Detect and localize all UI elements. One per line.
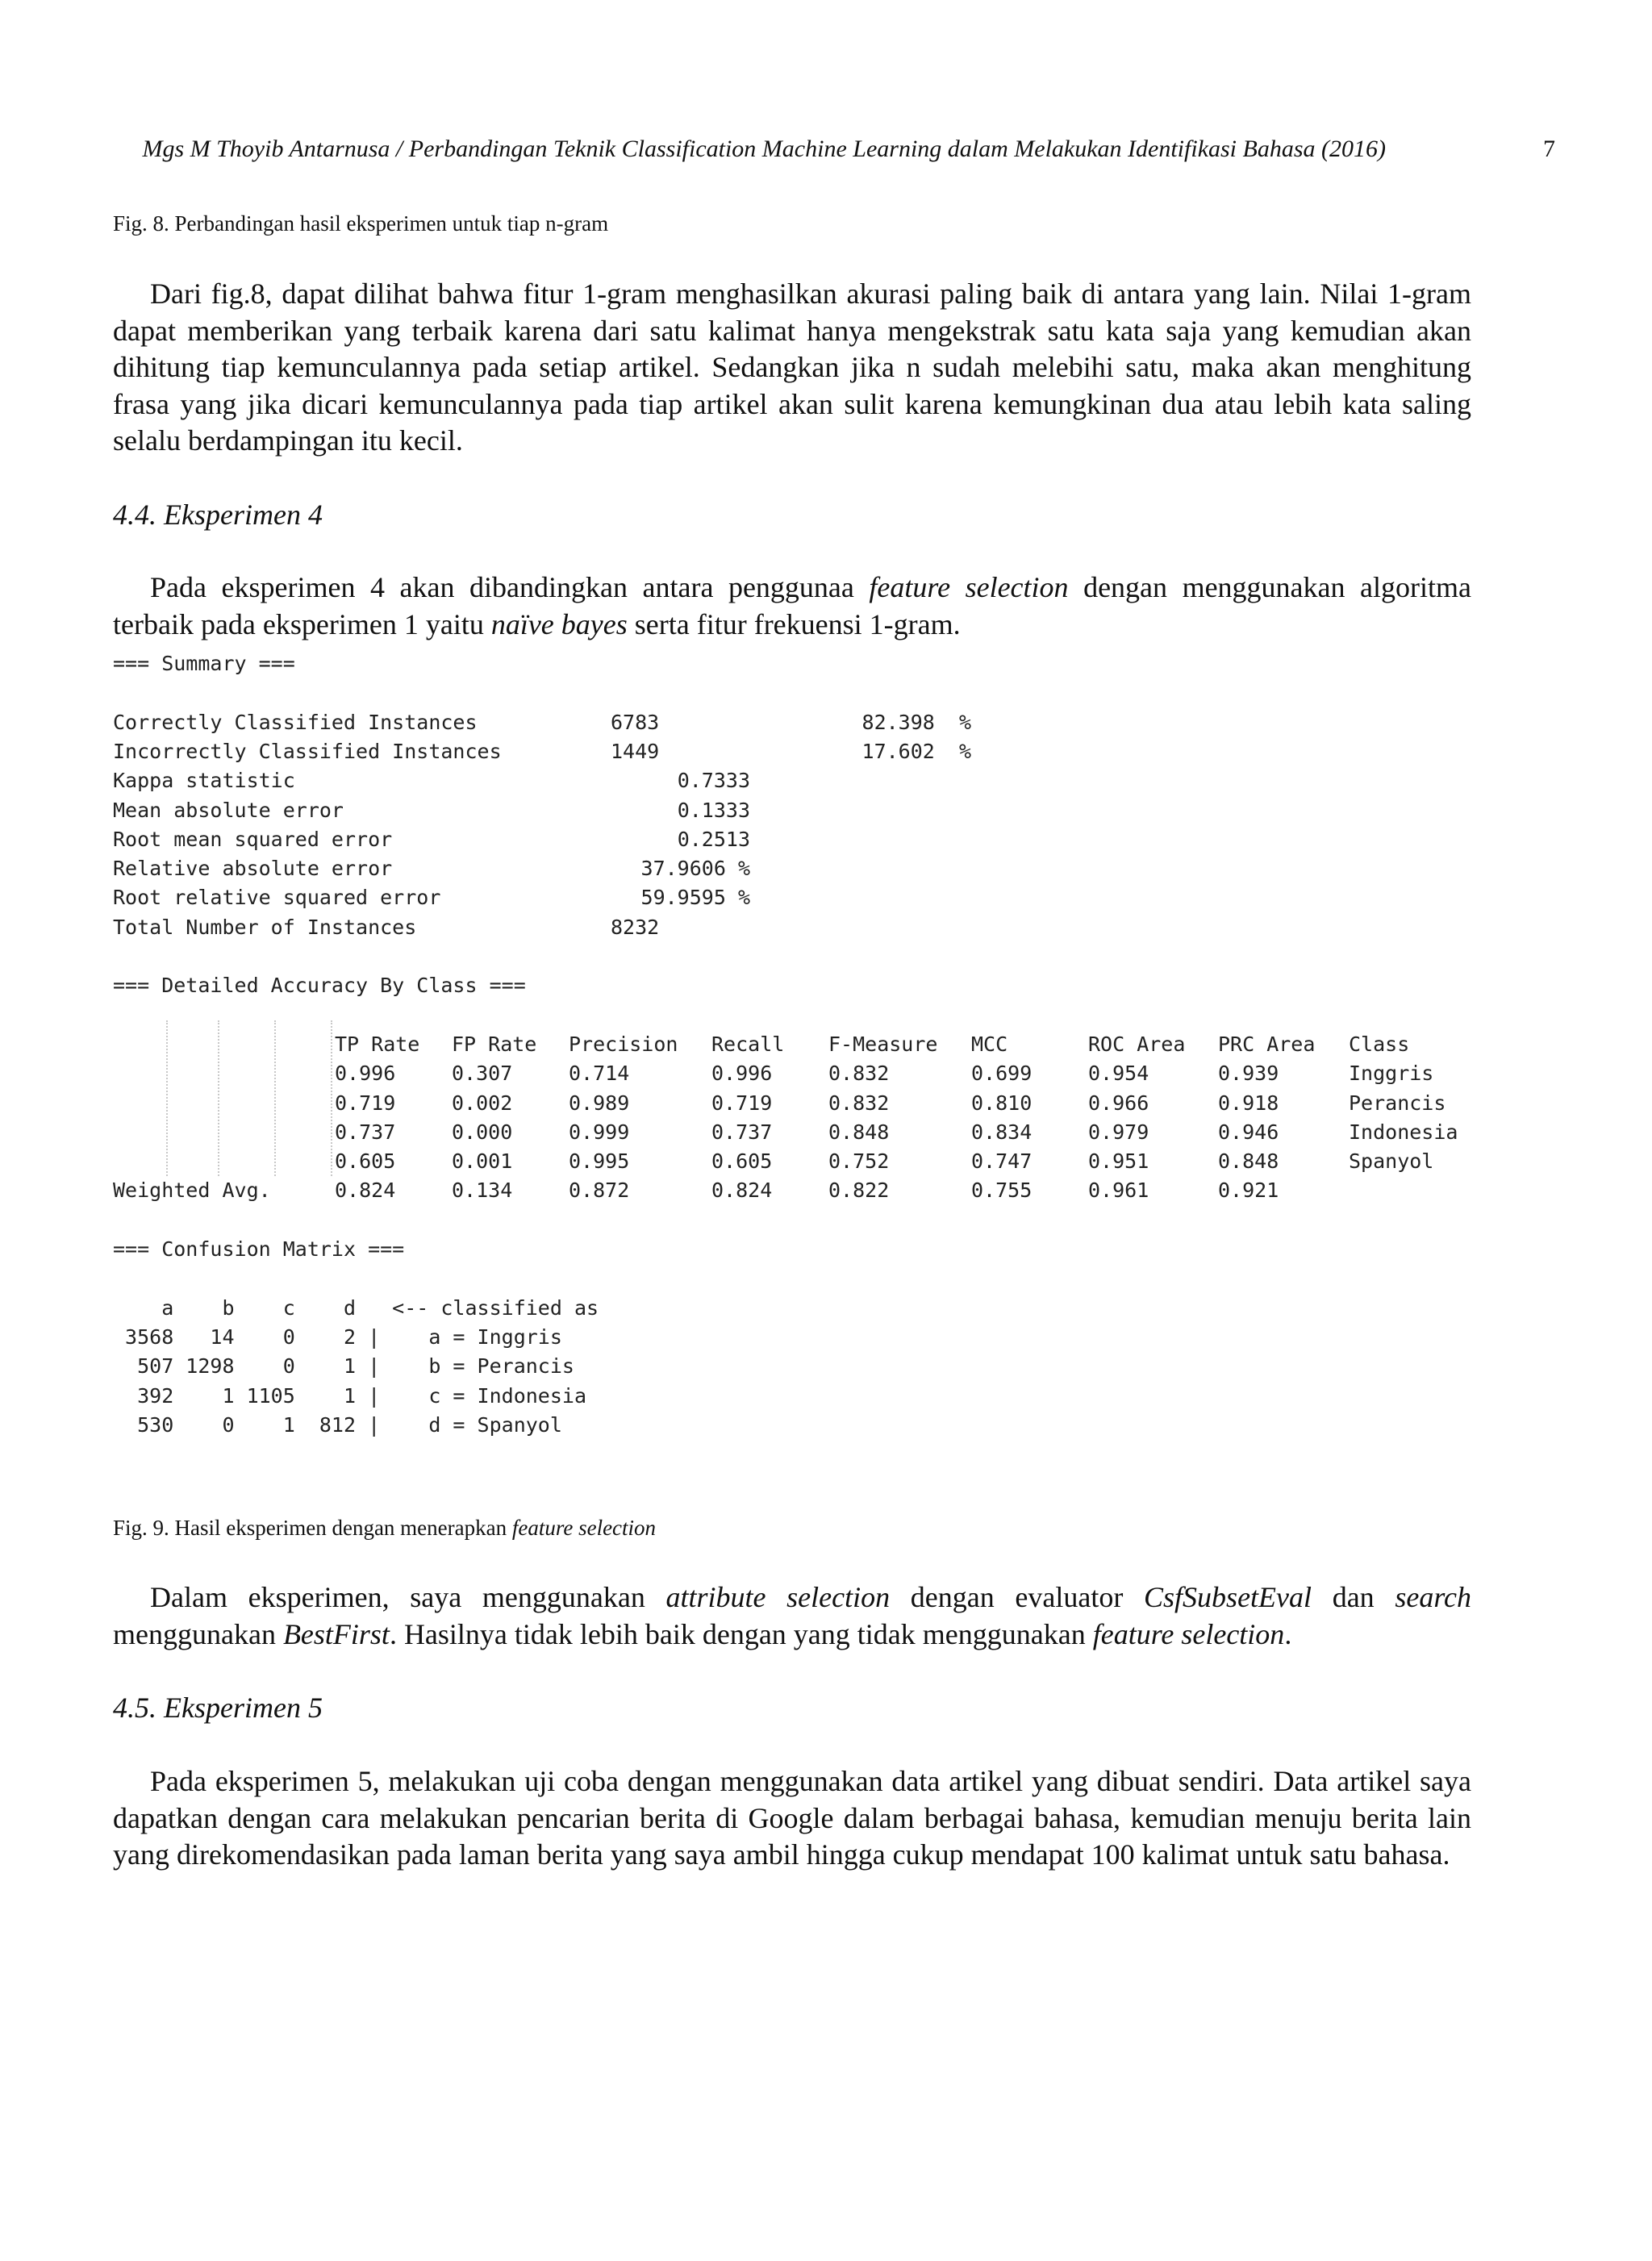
- summary-label: Root relative squared error: [113, 886, 441, 910]
- paragraph-3-text-2: dengan evaluator: [890, 1581, 1145, 1613]
- paragraph-1-text: Dari fig.8, dapat dilihat bahwa fitur 1-gram menghasilkan akurasi paling baik di antara yang lain. Nilai 1-gram dapat memberikan yang terbaik karena dari satu kalimat hanya mengekstrak satu kata saja yang kemudian akan dihitung tiap kemunculannya pada setiap artikel. Sedangkan jika n sudah melebihi satu, maka akan menghitung frasa yang jika dicari kemunculannya pada tiap artikel akan sulit karena kemungkinan dua atau lebih kata saling selalu berdampingan itu kecil.: [113, 277, 1471, 457]
- summary-label: Total Number of Instances: [113, 915, 417, 939]
- summary-percent: 17.602 %: [861, 739, 971, 763]
- fig9-caption: [113, 1516, 656, 1541]
- accuracy-cell: 0.848: [1218, 1149, 1279, 1174]
- accuracy-cell: 0.824: [711, 1178, 773, 1203]
- summary-value: 37.9606 %: [640, 857, 750, 881]
- summary-label: Root mean squared error: [113, 827, 393, 851]
- accuracy-cell: 0.755: [971, 1178, 1032, 1203]
- accuracy-column-header: Class: [1349, 1032, 1410, 1056]
- page-number: 7: [1543, 136, 1555, 162]
- accuracy-cell: 0.747: [971, 1149, 1032, 1174]
- paragraph-3-term-feature-selection: feature selection: [1092, 1617, 1285, 1650]
- accuracy-cell: 0.752: [828, 1149, 890, 1174]
- accuracy-cell: 0.996: [711, 1062, 773, 1086]
- accuracy-cell: 0.714: [569, 1062, 630, 1086]
- paragraph-2: [113, 569, 1471, 643]
- summary-value: 59.9595 %: [640, 886, 750, 910]
- accuracy-cell: 0.810: [971, 1091, 1032, 1115]
- paragraph-3-term-csfsubseteval: CsfSubsetEval: [1144, 1581, 1312, 1613]
- accuracy-cell: 0.719: [711, 1091, 773, 1115]
- running-header: [113, 136, 1555, 176]
- accuracy-cell: 0.954: [1088, 1062, 1149, 1086]
- accuracy-cell: 0.605: [335, 1149, 396, 1174]
- grid-line: [218, 1020, 219, 1175]
- accuracy-cell: 0.939: [1218, 1062, 1279, 1086]
- paragraph-4: [113, 1763, 1471, 1874]
- confusion-header: === Confusion Matrix ===: [113, 1237, 405, 1261]
- accuracy-cell: Indonesia: [1349, 1120, 1458, 1144]
- summary-value: 0.2513: [677, 827, 750, 851]
- accuracy-cell: 0.996: [335, 1062, 396, 1086]
- accuracy-cell: 0.921: [1218, 1178, 1279, 1203]
- summary-value: 6783: [611, 710, 660, 734]
- accuracy-cell: 0.000: [452, 1120, 513, 1144]
- paragraph-3-term-attribute-selection: attribute selection: [665, 1581, 891, 1613]
- accuracy-cell: 0.961: [1088, 1178, 1149, 1203]
- accuracy-header: === Detailed Accuracy By Class ===: [113, 974, 526, 998]
- running-title: Mgs M Thoyib Antarnusa / Perbandingan Teknik Classification Machine Learning dalam Melakukan Identifikasi Bahasa (2016): [142, 136, 1386, 162]
- paragraph-4-text: Pada eksperimen 5, melakukan uji coba dengan menggunakan data artikel yang dibuat sendiri. Data artikel saya dapatkan dengan cara melakukan pencarian berita di Google dalam berbagai bahasa, kemudian menuju berita lain yang direkomendasikan pada laman berita yang saya ambil hingga cukup mendapat 100 kalimat untuk satu bahasa.: [113, 1765, 1471, 1871]
- fig9-caption-text: Fig. 9. Hasil eksperimen dengan menerapkan: [113, 1516, 512, 1540]
- summary-header: === Summary ===: [113, 652, 295, 675]
- paragraph-3: [113, 1579, 1471, 1653]
- summary-label: Correctly Classified Instances: [113, 710, 478, 734]
- accuracy-column-header: MCC: [971, 1032, 1008, 1056]
- summary-label: Incorrectly Classified Instances: [113, 739, 502, 763]
- summary-value: 1449: [611, 739, 660, 763]
- accuracy-row-label: Weighted Avg.: [113, 1178, 271, 1203]
- accuracy-column-header: TP Rate: [335, 1032, 420, 1056]
- accuracy-cell: 0.989: [569, 1091, 630, 1115]
- accuracy-column-header: ROC Area: [1088, 1032, 1186, 1056]
- accuracy-cell: 0.134: [452, 1178, 513, 1203]
- section-heading-4-4: 4.4. Eksperimen 4: [113, 499, 323, 531]
- paragraph-3-term-search: search: [1395, 1581, 1471, 1613]
- accuracy-cell: 0.001: [452, 1149, 513, 1174]
- fig8-caption: Fig. 8. Perbandingan hasil eksperimen untuk tiap n-gram: [113, 211, 609, 236]
- section-heading-4-5: 4.5. Eksperimen 5: [113, 1692, 323, 1724]
- summary-percent: 82.398 %: [861, 710, 971, 734]
- accuracy-cell: 0.737: [335, 1120, 396, 1144]
- accuracy-cell: 0.848: [828, 1120, 890, 1144]
- paragraph-2-text-2: dengan menggunakan algoritma terbaik pada eksperimen 1 yaitu: [113, 571, 1471, 640]
- accuracy-cell: 0.737: [711, 1120, 773, 1144]
- accuracy-column-header: Precision: [569, 1032, 678, 1056]
- accuracy-cell: 0.966: [1088, 1091, 1149, 1115]
- paragraph-2-text-1: Pada eksperimen 4 akan dibandingkan antara penggunaa: [150, 571, 870, 603]
- accuracy-cell: 0.995: [569, 1149, 630, 1174]
- accuracy-cell: 0.979: [1088, 1120, 1149, 1144]
- accuracy-cell: 0.699: [971, 1062, 1032, 1086]
- paragraph-2-text-3: serta fitur frekuensi 1-gram.: [627, 607, 961, 640]
- paragraph-2-term-naive-bayes: naïve bayes: [490, 607, 628, 640]
- accuracy-cell: Inggris: [1349, 1062, 1434, 1086]
- summary-label: Mean absolute error: [113, 798, 344, 822]
- accuracy-column-header: F-Measure: [828, 1032, 938, 1056]
- accuracy-cell: Perancis: [1349, 1091, 1446, 1115]
- confusion-matrix-row: 3568 14 0 2 | a = Inggris: [113, 1324, 562, 1349]
- grid-line: [331, 1020, 332, 1175]
- grid-line: [274, 1020, 276, 1175]
- accuracy-cell: Spanyol: [1349, 1149, 1434, 1174]
- summary-label: Relative absolute error: [113, 857, 393, 881]
- confusion-matrix-row: 392 1 1105 1 | c = Indonesia: [113, 1383, 586, 1408]
- summary-value: 0.1333: [677, 798, 750, 822]
- accuracy-cell: 0.999: [569, 1120, 630, 1144]
- paragraph-3-text-5: . Hasilnya tidak lebih baik dengan yang tidak menggunakan: [389, 1617, 1093, 1650]
- accuracy-cell: 0.918: [1218, 1091, 1279, 1115]
- summary-value: 0.7333: [677, 769, 750, 793]
- accuracy-cell: 0.872: [569, 1178, 630, 1203]
- accuracy-cell: 0.832: [828, 1062, 890, 1086]
- paragraph-3-text-3: dan: [1312, 1581, 1395, 1613]
- summary-value: 8232: [611, 915, 660, 939]
- accuracy-cell: 0.834: [971, 1120, 1032, 1144]
- confusion-matrix-row: 530 0 1 812 | d = Spanyol: [113, 1412, 562, 1437]
- fig9-caption-term: feature selection: [511, 1516, 657, 1540]
- paragraph-1: [113, 276, 1471, 460]
- accuracy-cell: 0.719: [335, 1091, 396, 1115]
- weka-output-figure: [113, 652, 1484, 1458]
- accuracy-cell: 0.824: [335, 1178, 396, 1203]
- accuracy-cell: 0.002: [452, 1091, 513, 1115]
- grid-line: [166, 1020, 168, 1175]
- paragraph-3-text-6: .: [1284, 1617, 1292, 1650]
- confusion-matrix-row: 507 1298 0 1 | b = Perancis: [113, 1354, 574, 1379]
- confusion-matrix-row: a b c d <-- classified as: [113, 1295, 599, 1320]
- summary-label: Kappa statistic: [113, 769, 295, 793]
- accuracy-cell: 0.832: [828, 1091, 890, 1115]
- paragraph-3-text-1: Dalam eksperimen, saya menggunakan: [150, 1581, 666, 1613]
- accuracy-cell: 0.946: [1218, 1120, 1279, 1144]
- accuracy-cell: 0.951: [1088, 1149, 1149, 1174]
- accuracy-column-header: FP Rate: [452, 1032, 537, 1056]
- paragraph-2-term-feature-selection: feature selection: [869, 571, 1069, 603]
- paragraph-3-term-bestfirst: BestFirst: [282, 1617, 390, 1650]
- accuracy-column-header: PRC Area: [1218, 1032, 1316, 1056]
- accuracy-cell: 0.605: [711, 1149, 773, 1174]
- accuracy-cell: 0.307: [452, 1062, 513, 1086]
- accuracy-cell: 0.822: [828, 1178, 890, 1203]
- accuracy-column-header: Recall: [711, 1032, 785, 1056]
- paragraph-3-text-4: menggunakan: [113, 1617, 283, 1650]
